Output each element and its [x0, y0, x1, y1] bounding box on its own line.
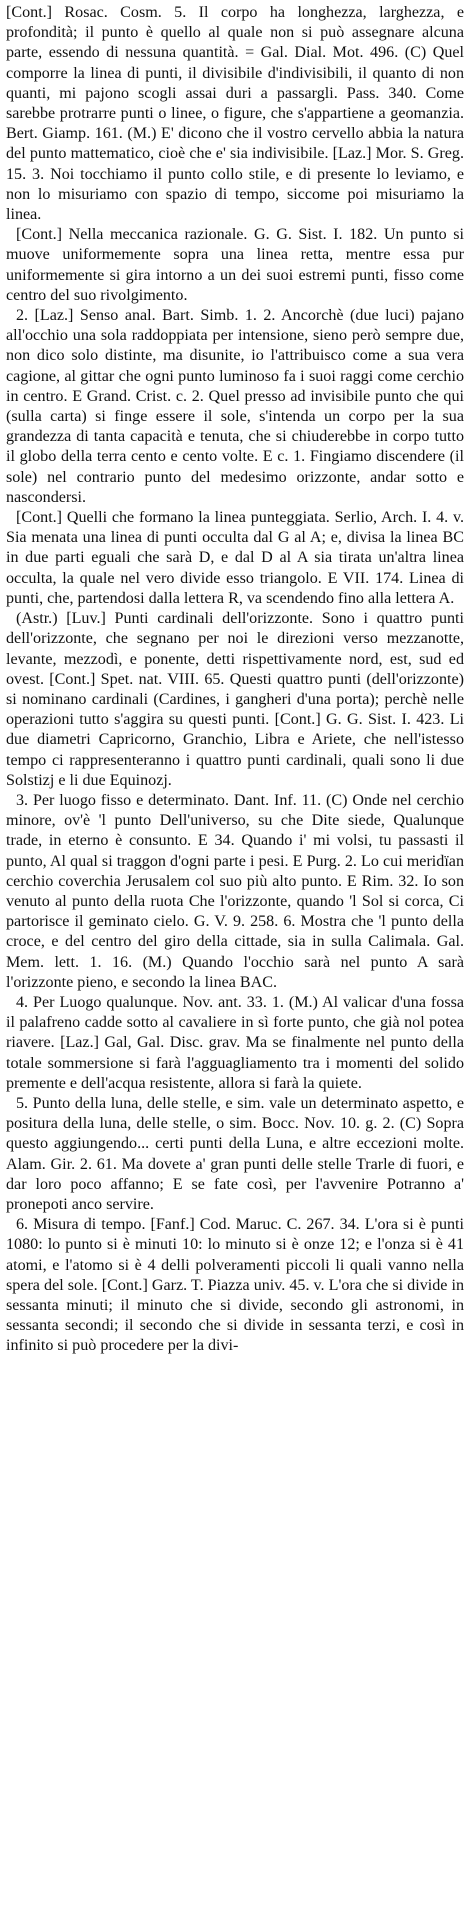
entry-paragraph-sense-3: 3. Per luogo fisso e determinato. Dant. Inf. 11. (C) Onde nel cerchio minore, ov'è 'l punto Dell'universo, su che Dite siede, Qualunque trade, in eterno è consunto. E 34. Quando i' mi volsi, tu passasti il punto, Al qual si traggon d'ogni parte i pesi. E Purg. 2. Lo cui meridïan cerchio coverchia Jerusalem col suo più alto punto. E Rim. 32. Io son venuto al punto della ruota Che l'orizzonte, quando 'l Sol si corca, Ci partorisce il geminato cielo. G. V. 9. 258. 6. Mostra che 'l punto della croce, e del centro del giro della cittade, sia in sulla Calimala. Gal. Mem. lett. 1. 16. (M.) Quando l'occhio sarà nel punto A sarà l'orizzonte pieno, e secondo la linea BAC.	[6, 791, 464, 991]
entry-paragraph-sense-2: 2. [Laz.] Senso anal. Bart. Simb. 1. 2. Ancorchè (due luci) pajano all'occhio una sola raddoppiata per intensione, sieno però sempre due, non dico solo distinte, ma disunite, io l'attribuisco come a sua vera cagione, al gittar che ogni punto luminoso fa i suoi raggi come cerchio in centro. E Grand. Crist. c. 2. Quel presso ad invisibile punto che qui (sulla carta) si finge essere il sole, s'intenda un corpo per la sua grandezza di tanta capacità e tenuta, che si chiuderebbe in corpo tutto il globo della terra cento e cento volte. E c. 1. Fingiamo discendere (il sole) nel contrario punto del medesimo orizzonte, andar sotto e nascondersi.	[6, 307, 464, 506]
entry-paragraph-sense-5: 5. Punto della luna, delle stelle, e sim. vale un determinato aspetto, e positura della luna, delle stelle, o sim. Bocc. Nov. 10. g. 2. (C) Sopra questo aggiungendo... certi punti della Luna, e altre eccezioni molte. Alam. Gir. 2. 61. Ma dovete a' gran punti delle stelle Trarle di fuori, e dar loro poco affanno; E se fate così, per l'avvenire Potranno a' pronepoti anco servire.	[6, 1094, 464, 1213]
entry-paragraph-geometry: [Cont.] Rosac. Cosm. 5. Il corpo ha longhezza, larghezza, e profondità; il punto è quello al quale non si può assegnare alcuna parte, essendo di nessuna quantità. = Gal. Dial. Mot. 496. (C) Quel comporre la linea di punti, il divisibile d'indivisibili, il quanto di non quanti, mi pajono scogli assai duri a passargli. Pass. 340. Come sarebbe protrarre punti o linee, o figure, che s'appartiene a geomanzia. Bert. Giamp. 161. (M.) E' dicono che il vostro cervello abbia la natura del punto mattematico, cioè che e' sia indivisibile. [Laz.] Mor. S. Greg. 15. 3. Noi tocchiamo il punto collo stile, e di presente lo leviamo, e non lo misuriamo con spazio di tempo, siccome poi misuriamo la linea.	[6, 4, 464, 224]
entry-paragraph-sense-4: 4. Per Luogo qualunque. Nov. ant. 33. 1. (M.) Al valicar d'una fossa il palafreno cadde sotto al cavaliere in sì forte punto, che già nol potea riavere. [Laz.] Gal, Gal. Disc. grav. Ma se finalmente nel punto della totale sommersione si farà l'agguagliamento tra i momenti del solido premente e dell'acqua resistente, allora si farà la quiete.	[6, 993, 464, 1092]
entry-paragraph-dotted-line: [Cont.] Quelli che formano la linea punteggiata. Serlio, Arch. I. 4. v. Sia menata una linea di punti occulta dal G al A; e, divisa la linea BC in due parti eguali che sarà D, e dal D al A sia tirata un'altra linea occulta, la quale nel vero divide esso triangolo. E VII. 174. Linea di punti, che, partendosi dalla lettera R, va scendendo fino alla lettera A.	[6, 509, 464, 607]
entry-paragraph-sense-6: 6. Misura di tempo. [Fanf.] Cod. Maruc. C. 267. 34. L'ora si è punti 1080: lo punto si è minuti 10: lo minuto si è onze 12; e l'onza si è 41 atomi, e l'atomo si è 4 delli polveramenti piccoli li quali vanno nella spera del sole. [Cont.] Garz. T. Piazza univ. 45. v. L'ora che si divide in sessanta minuti; il minuto che si divide, secondo gli astronomi, in sessanta secondi; il secondo che si divide in sessanta terzi, e così in infinito si può procedere per la divi-	[6, 1216, 464, 1355]
entry-paragraph-mechanics: [Cont.] Nella meccanica razionale. G. G. Sist. I. 182. Un punto si muove uniformemente sopra una linea retta, mentre essa pur uniformemente si gira intorno a un dei suoi estremi punti, fisso come centro del suo rivolgimento.	[6, 226, 464, 304]
entry-paragraph-cardinal-points: (Astr.) [Luv.] Punti cardinali dell'orizzonte. Sono i quattro punti dell'orizzonte, che segnano per noi le direzioni verso mezzanotte, levante, mezzodì, e ponente, detti rispettivamente nord, est, sud ed ovest. [Cont.] Spet. nat. VIII. 65. Questi quattro punti (dell'orizzonte) si nominano cardinali (Cardines, i gangheri d'una porta); perchè nelle operazioni tutto s'aggira su questi punti. [Cont.] G. G. Sist. I. 423. Li due diametri Capricorno, Granchio, Libra e Ariete, che nell'istesso tempo ci rappresenteranno i quattro punti cardinali, quali sono li due Solstizj e li due Equinozj.	[6, 610, 464, 789]
